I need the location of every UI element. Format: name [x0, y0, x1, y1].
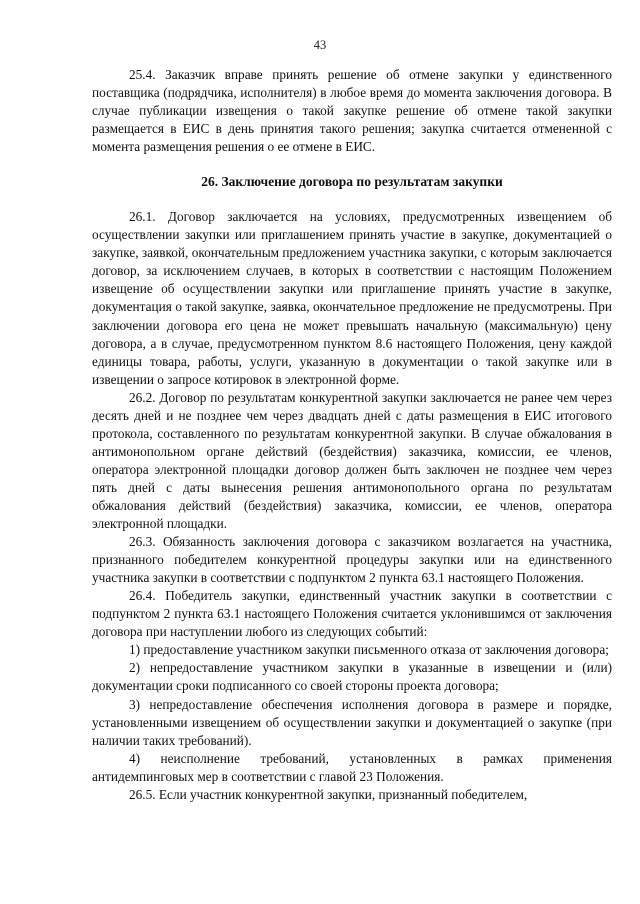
list-item-1: 1) предоставление участником закупки письменного отказа от заключения договора; — [129, 642, 609, 658]
page-number: 43 — [313, 38, 327, 52]
paragraph-26-4: 26.4. Победитель закупки, единственный участник закупки в соответствии с подпунктом 2 пункта 63.1 настоящего Положения считается уклонившимся от заключения договора при наступлении любого из следующих событий: — [92, 588, 612, 640]
list-item-4: 4) неисполнение требований, установленных в рамках применения антидемпинговых мер в соответствии с главой 23 Положения. — [92, 750, 612, 784]
paragraph-25-4: 25.4. Заказчик вправе принять решение об отмене закупки у единственного поставщика (подрядчика, исполнителя) в любое время до момента заключения договора. В случае публикации извещения о такой закупке решение об отмене такой закупки размещается в ЕИС в день принятия такого решения; закупка считается отмененной с момента размещения решения о ее отмене в ЕИС. — [92, 67, 612, 155]
paragraph-26-5: 26.5. Если участник конкурентной закупки, признанный победителем, — [129, 786, 528, 802]
page-content — [92, 66, 612, 804]
list-item-2: 2) непредоставление участником закупки в указанные в извещении и (или) документации сроки подписанного со своей стороны проекта договора; — [92, 660, 612, 694]
section-title: 26. Заключение договора по результатам закупки — [201, 174, 503, 190]
paragraph-26-1: 26.1. Договор заключается на условиях, предусмотренных извещением об осуществлении закупки или приглашением принять участие в закупке, документацией о закупке, заявкой, окончательным предложением участника закупки, с которым заключается договор, за исключением случаев, в которых в соответствии с настоящим Положением извещение об осуществлении закупки или приглашение принять участие в закупке, документация о такой закупке, заявка, окончательное предложение не предусмотрены. При заключении договора его цена не может превышать начальную (максимальную) цену договора, а в случае, предусмотренном пунктом 8.6 настоящего Положения, цену каждой единицы товара, работы, услуги, указанную в документации о такой закупке или в извещении о запросе котировок в электронной форме. — [92, 209, 612, 387]
list-item-3: 3) непредоставление обеспечения исполнения договора в размере и порядке, установленными извещением об осуществлении закупки и документацией о закупке (при наличии таких требований). — [92, 696, 612, 748]
paragraph-26-2: 26.2. Договор по результатам конкурентной закупки заключается не ранее чем через десять дней и не позднее чем через двадцать дней с даты размещения в ЕИС итогового протокола, составленного по результатам конкурентной закупки. В случае обжалования в антимонопольном органе действий (бездействия) заказчика, комиссии, ее членов, оператора электронной площадки договор должен быть заключен не позднее чем через пять дней с даты вынесения решения антимонопольного органа по результатам обжалования действий (бездействия) заказчика, комиссии, ее членов, оператора электронной площадки. — [92, 389, 612, 532]
paragraph-26-3: 26.3. Обязанность заключения договора с заказчиком возлагается на участника, признанного победителем конкурентной процедуры закупки или на единственного участника закупки в соответствии с подпунктом 2 пункта 63.1 настоящего Положения. — [92, 534, 612, 586]
